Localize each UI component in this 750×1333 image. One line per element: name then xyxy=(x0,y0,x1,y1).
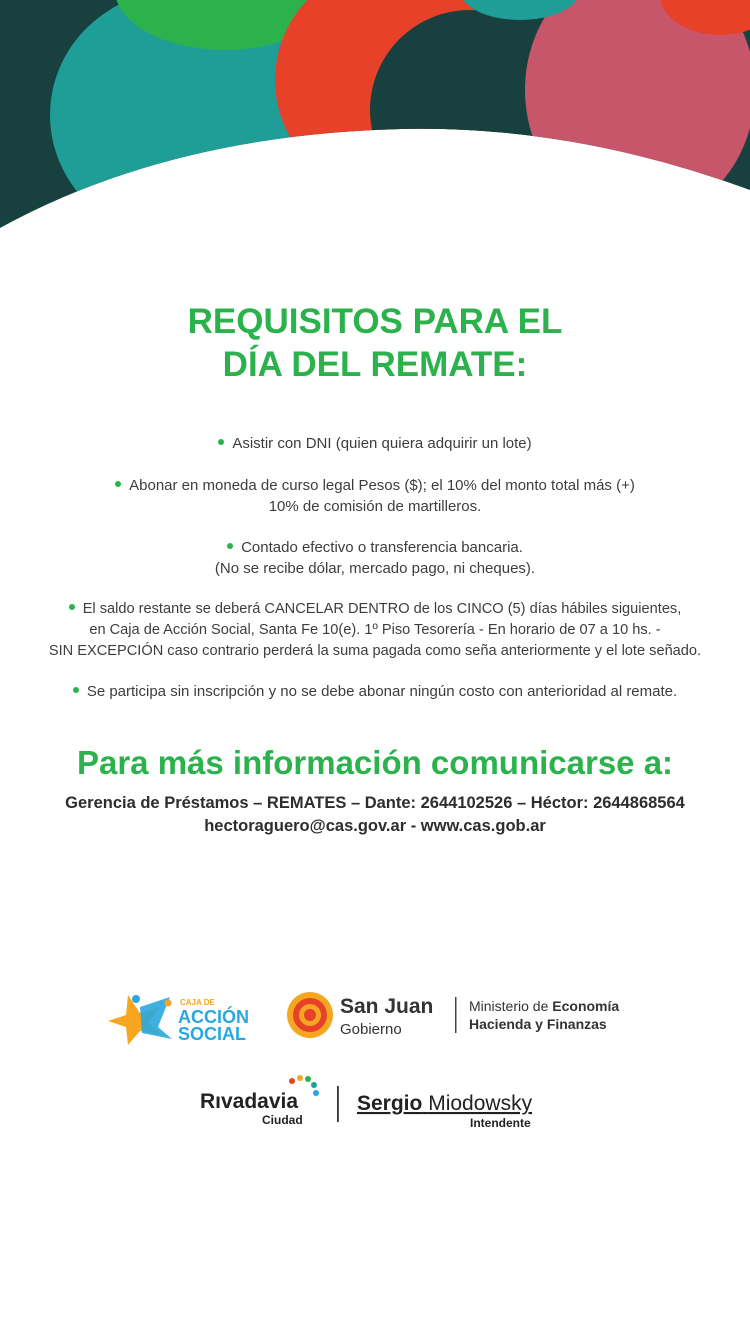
svg-text:Sergio Miodowsky: Sergio Miodowsky xyxy=(357,1092,533,1115)
title-line-2: DÍA DEL REMATE: xyxy=(222,345,528,384)
logos-row-bottom xyxy=(0,1072,750,1142)
requirement-item: Abonar en moneda de curso legal Pesos ($); el 10% del monto total más (+) 10% de comisión de martilleros. xyxy=(0,475,750,517)
requirement-item: Se participa sin inscripción y no se debe abonar ningún costo con anterioridad al remate. xyxy=(0,681,750,702)
logos-row-top xyxy=(0,985,750,1055)
rivadavia-sub: Ciudad xyxy=(262,1113,303,1127)
page-title xyxy=(0,300,750,386)
title-line-1: REQUISITOS PARA EL xyxy=(187,302,563,341)
bullet-icon xyxy=(69,604,75,610)
contact-info xyxy=(0,792,750,838)
rivadavia-name: Rıvadavia xyxy=(200,1090,299,1113)
sanjuan-sub: Gobierno xyxy=(340,1021,402,1038)
decorative-header-shapes xyxy=(0,0,750,240)
intendente-logo xyxy=(357,1092,533,1130)
rivadavia-logo xyxy=(200,1075,339,1127)
info-title: Para más información comunicarse a: xyxy=(76,744,674,781)
contact-phones: Gerencia de Préstamos – REMATES – Dante: 2644102526 – Héctor: 2644868564 xyxy=(65,794,685,812)
contact-web: hectoraguero@cas.gov.ar - www.cas.gob.ar xyxy=(204,817,546,835)
cas-l2: SOCIAL xyxy=(178,1024,247,1044)
ministerio-l2: Hacienda y Finanzas xyxy=(469,1016,607,1032)
bullet-icon xyxy=(73,687,79,693)
cas-l1: ACCIÓN xyxy=(178,1007,249,1027)
requirement-item: Contado efectivo o transferencia bancaria. (No se recibe dólar, mercado pago, ni cheques). xyxy=(214,539,536,577)
ministerio-logo xyxy=(469,998,619,1032)
cas-top: CAJA DE xyxy=(180,998,215,1007)
requirement-item: El saldo restante se deberá CANCELAR DENTRO de los CINCO (5) días hábiles siguientes, en Caja de Acción Social, Santa Fe 10(e). 1º Piso Tesorería - En horario de 07 a 10 hs. - SIN EXCEPCIÓN caso contrario perderá la suma pagada como seña anteriormente y el lote señado. xyxy=(48,601,702,659)
requirement-item: Asistir con DNI (quien quiera adquirir un lote) xyxy=(0,433,750,454)
caja-accion-social-logo xyxy=(108,995,249,1045)
san-juan-logo xyxy=(287,992,457,1038)
bullet-icon xyxy=(227,543,233,549)
svg-text:Ministerio de Economía: Ministerio de Economía xyxy=(469,998,620,1014)
bullet-icon xyxy=(218,439,224,445)
bullet-icon xyxy=(115,481,121,487)
intendente-role: Intendente xyxy=(470,1116,531,1130)
sanjuan-name: San Juan xyxy=(340,995,434,1018)
